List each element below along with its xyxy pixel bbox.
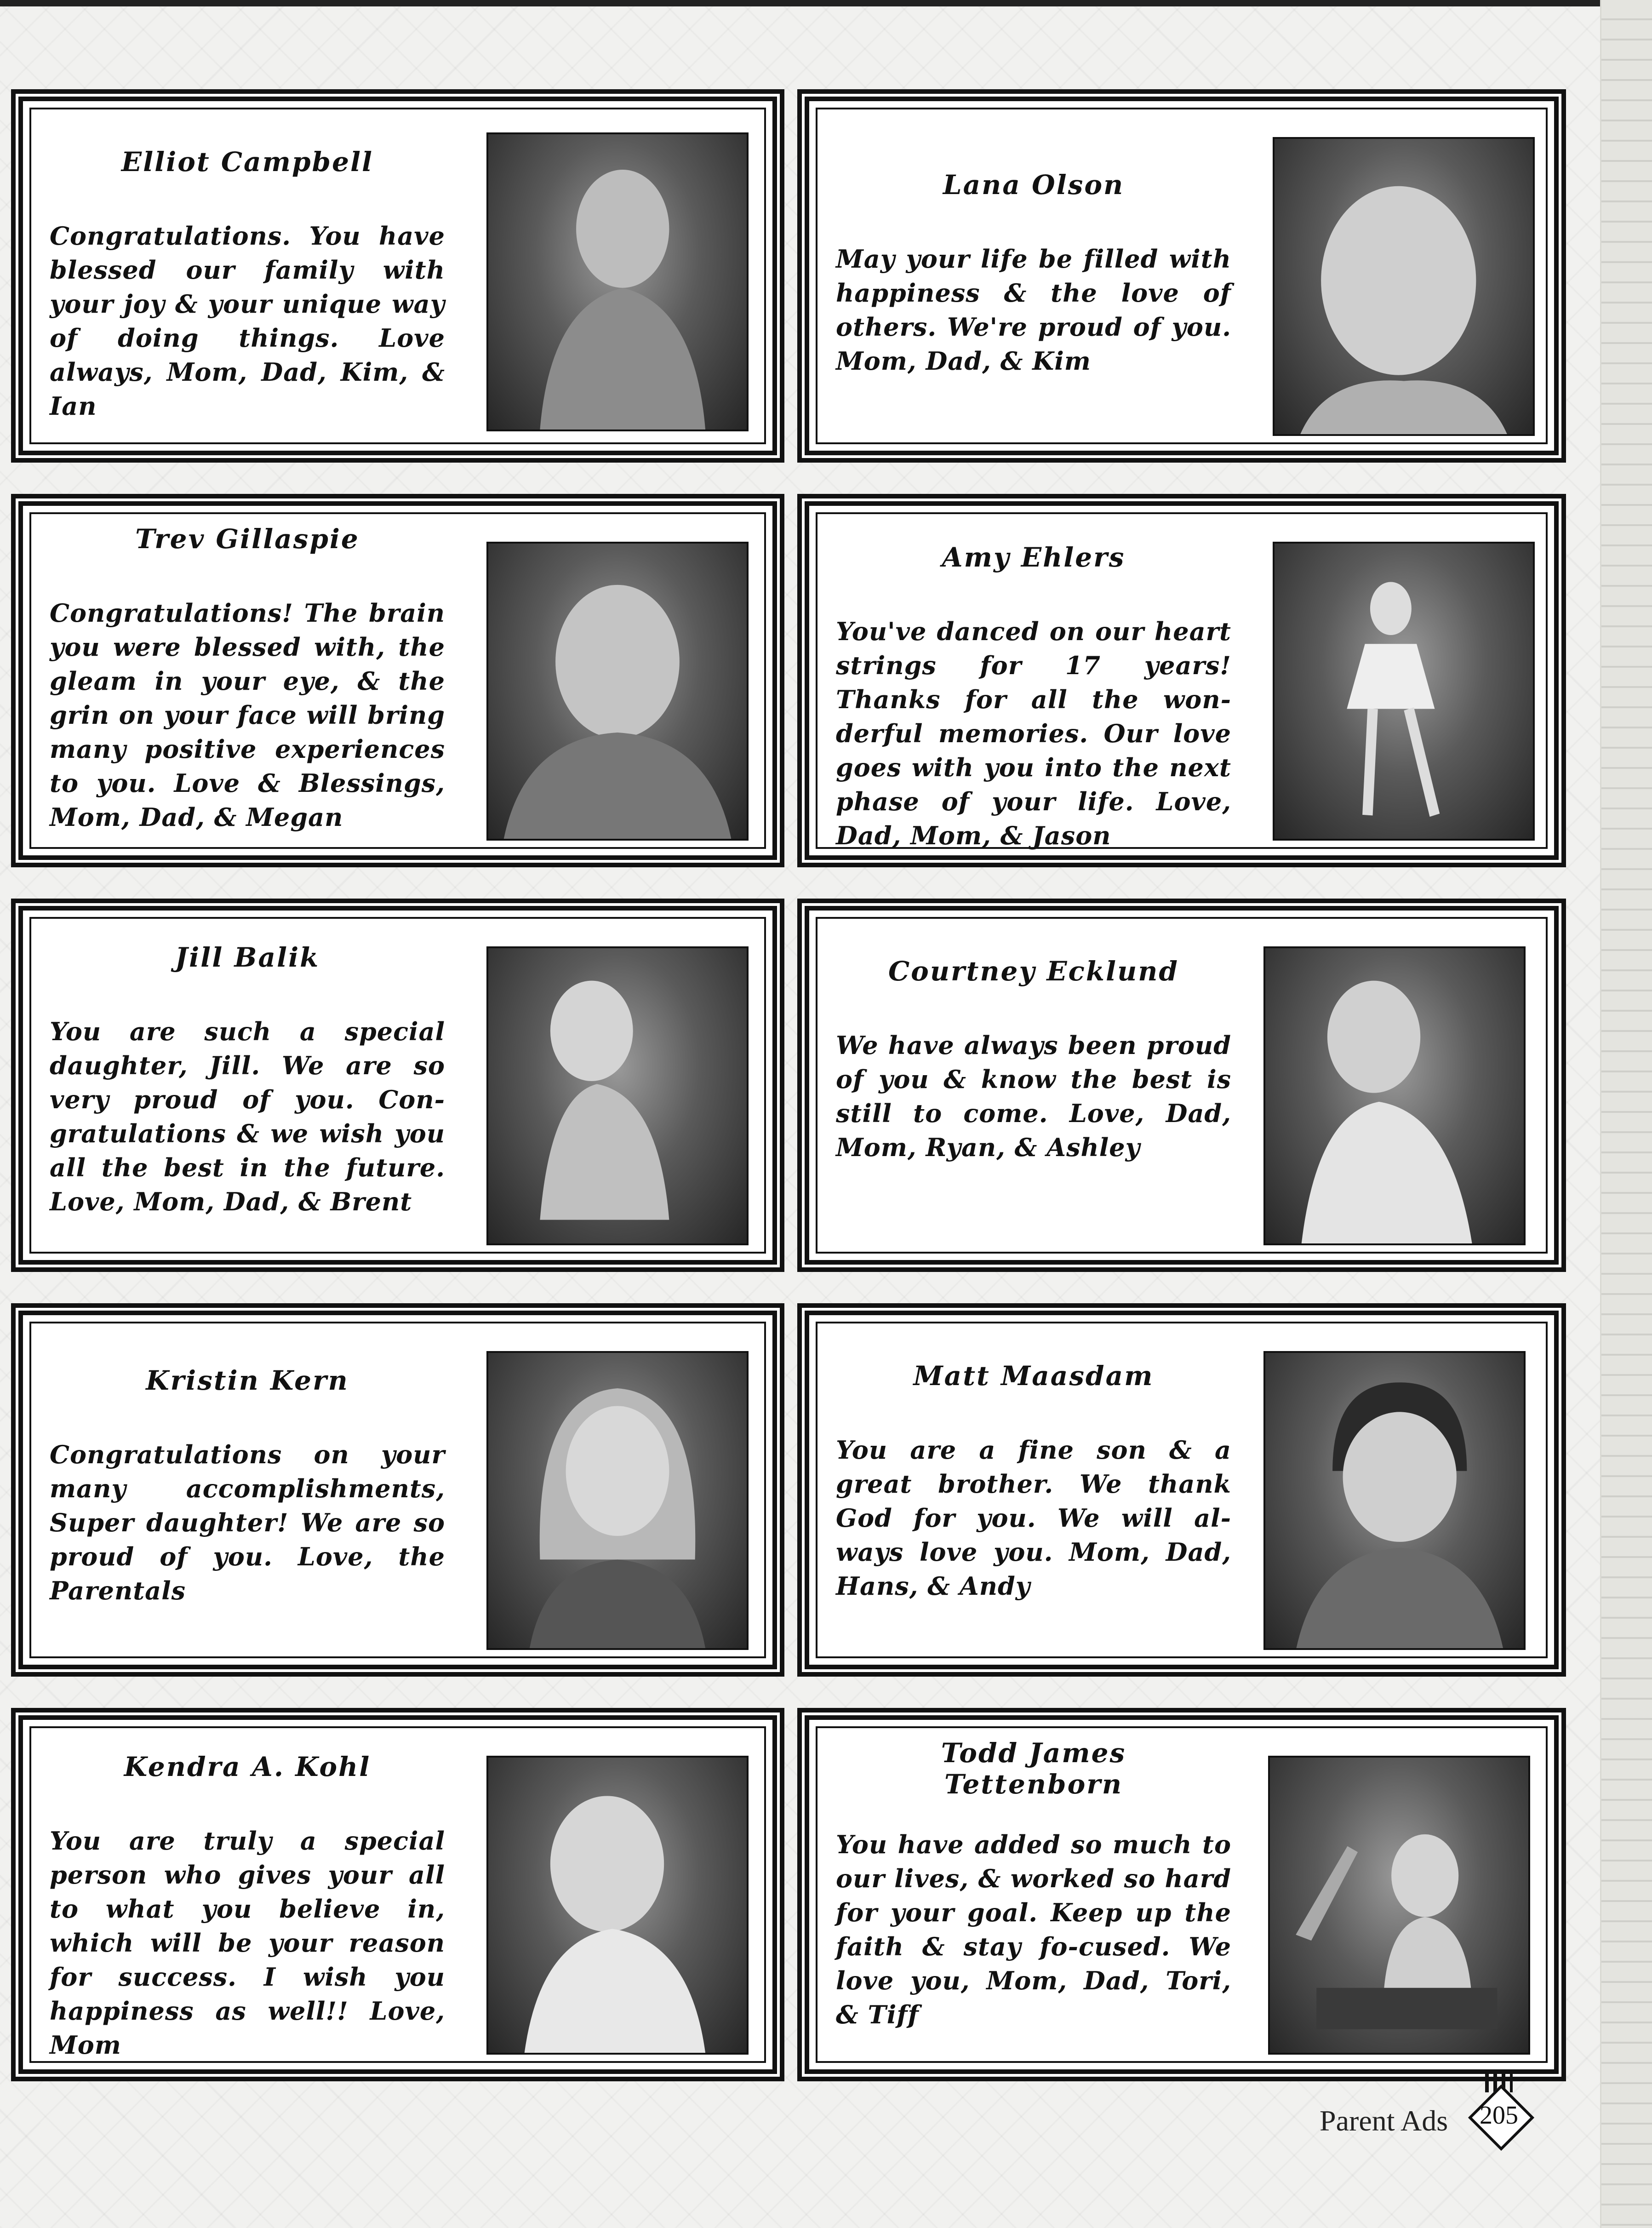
photo-child-figure [488,948,747,1243]
page-edge [1600,0,1652,2228]
ad-card-inner [29,1726,766,2063]
ad-text-block [50,146,445,423]
ad-message: You are such a special daughter, Jill. We are so very proud of you. Con-gratulations & we wish you all the best in the future. Love, Mom, Dad, & Brent [50,1017,445,1216]
ad-card [805,501,1559,860]
baby-photo [486,1351,749,1650]
photo-child-figure [1270,1758,1528,2053]
ad-message: You've danced on our heart strings for 17 years! Thanks for all the won-derful memories. Our love goes with you into the next phase of your life. Love, Dad, Mom, & Jason [836,617,1231,850]
ad-message: You are truly a special person who gives your all to what you believe in, which will be your reason for success. I wish you happiness as well!! Love, Mom [50,1826,445,2060]
ad-text-block [50,942,445,1219]
ad-card-inner [816,108,1548,444]
ad-card-inner [29,917,766,1254]
section-label: Parent Ads [1320,2104,1448,2137]
ad-text-block [836,1737,1231,2032]
ad-card-inner [816,917,1548,1254]
ad-text-block [836,169,1231,378]
ad-message: You have added so much to our lives, & worked so hard for your goal. Keep up the faith & stay fo-cused. We love you, Mom, Dad, Tori, & Tiff [836,1830,1231,2029]
ad-card [18,501,777,860]
ad-student-name: Amy Ehlers [942,542,1126,573]
ad-student-name: Todd James Tettenborn [941,1737,1126,1800]
photo-child-figure [1275,544,1533,839]
ad-text-block [50,523,445,834]
ad-message: Congratulations on your many accomplishments, Super daughter! We are so proud of you. Love, the Parentals [50,1440,445,1605]
page-number: 205 [1480,2101,1518,2130]
baby-photo [1273,542,1535,841]
ad-message: We have always been proud of you & know the best is still to come. Love, Dad, Mom, Ryan, & Ashley [836,1031,1231,1162]
ad-card-inner [29,1322,766,1658]
ad-student-name: Matt Maasdam [913,1360,1154,1392]
ad-card-inner [29,108,766,444]
ad-card [805,1715,1559,2074]
ad-student-name: Courtney Ecklund [888,956,1179,987]
photo-child-figure [488,1758,747,2053]
ad-message: Congratulations. You have blessed our family with your joy & your unique way of doing things. Love always, Mom, Dad, Kim, & Ian [50,221,445,421]
baby-photo [486,542,749,841]
ad-message: Congratulations! The brain you were blessed with, the gleam in your eye, & the grin on your face will bring many positive experiences to you. Love & Blessings, Mom, Dad, & Megan [50,598,445,832]
ad-card-inner [816,512,1548,849]
ad-student-name: Trev Gillaspie [135,523,360,555]
baby-photo [1263,1351,1526,1650]
photo-child-figure [488,1353,747,1648]
photo-child-figure [1265,948,1524,1243]
baby-photo [486,1756,749,2055]
ad-card-inner [816,1726,1548,2063]
baby-photo [1273,137,1535,436]
ad-card-inner [816,1322,1548,1658]
ad-text-block [836,1360,1231,1603]
photo-child-figure [488,544,747,839]
ad-student-name: Jill Balik [175,942,320,973]
ad-text-block [836,542,1231,853]
parent-ads-grid [14,92,1545,2074]
photo-child-figure [1265,1353,1524,1648]
ad-message: You are a fine son & a great brother. We thank God for you. We will al-ways love you. Mom, Dad, Hans, & Andy [836,1435,1231,1601]
photo-child-figure [1275,139,1533,434]
ad-card-inner [29,512,766,849]
page-number-badge [1471,2088,1526,2143]
ad-text-block [50,1365,445,1608]
ad-student-name: Kendra A. Kohl [124,1751,371,1782]
baby-photo [1263,946,1526,1245]
ad-text-block [50,1751,445,2062]
ad-card [805,906,1559,1265]
ad-card [18,906,777,1265]
ad-card [18,1311,777,1669]
baby-photo [486,946,749,1245]
ad-student-name: Kristin Kern [146,1365,349,1396]
photo-child-figure [488,134,747,430]
baby-photo [1268,1756,1530,2055]
page-top-rule [0,0,1609,6]
ad-text-block [836,956,1231,1164]
ad-card [18,1715,777,2074]
ad-message: May your life be filled with happiness & the love of others. We're proud of you. Mom, Dad, & Kim [836,244,1231,376]
ad-card [805,97,1559,455]
ad-card [805,1311,1559,1669]
ad-card [18,97,777,455]
ad-student-name: Lana Olson [943,169,1125,200]
ad-student-name: Elliot Campbell [121,146,374,178]
baby-photo [486,132,749,431]
